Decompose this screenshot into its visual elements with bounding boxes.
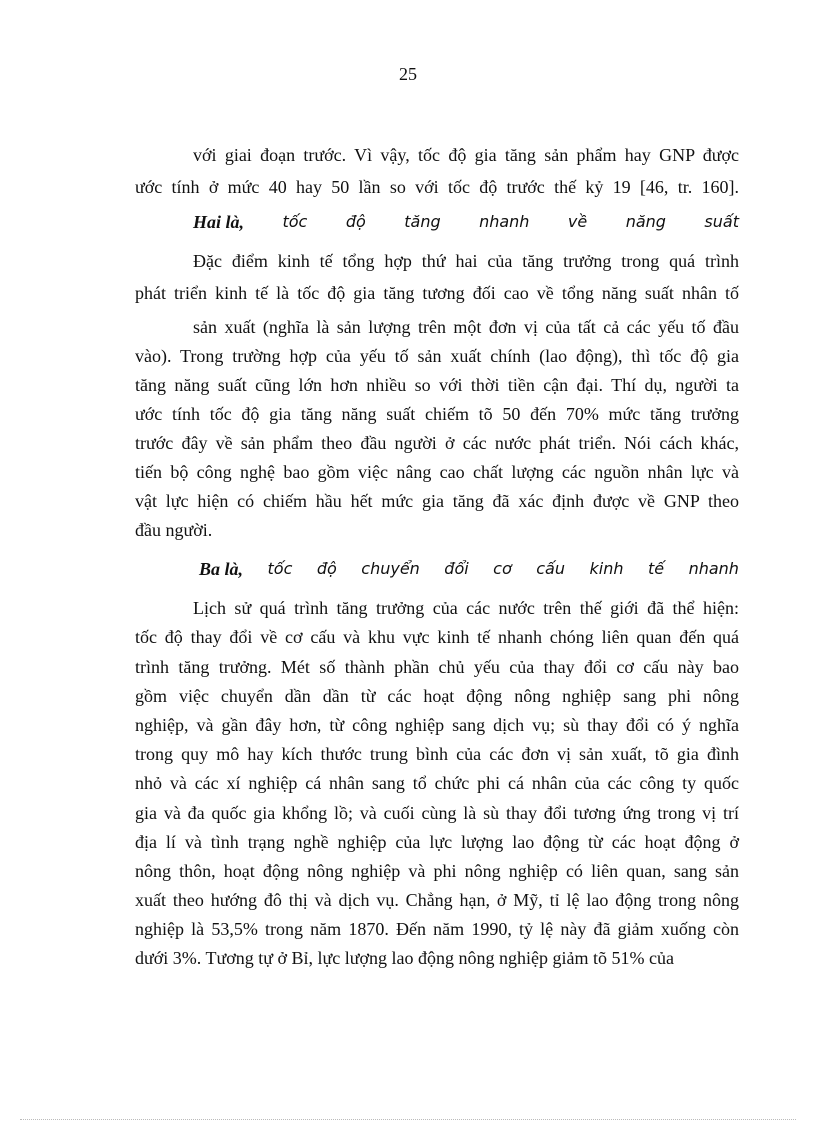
heading-word: nhanh	[688, 559, 739, 578]
heading-word: cơ	[493, 559, 512, 578]
text-line: dưới 3%. Tương tự ở Bỉ, lực lượng lao động nông nghiệp giảm tõ 51% của	[135, 948, 674, 968]
text-line: vật lực hiện có chiếm hầu hết mức gia tăng đã xác định được về GNP theo	[135, 491, 739, 511]
text-line: trong quy mô hay kích thước trung bình của các đơn vị sản xuất, tõ gia đình	[135, 744, 739, 764]
text-line: gồm việc chuyển dần dần từ các hoạt động nông nghiệp sang phi nông	[135, 686, 739, 706]
heading-word: độ	[345, 212, 366, 231]
heading-word: về	[567, 212, 588, 231]
section-heading-2	[193, 211, 739, 233]
text-line: ước tính tốc độ gia tăng năng suất chiếm tõ 50 đến 70% mức tăng trưởng	[135, 404, 739, 424]
text-line: vào). Trong trường hợp của yếu tố sản xuất chính (lao động), thì tốc độ gia	[135, 346, 739, 366]
heading-lead: Ba là,	[199, 559, 244, 579]
text-line: nghiệp, và gần đây hơn, từ công nghiệp sang dịch vụ; sù thay đổi có ý nghĩa	[135, 715, 739, 735]
heading-word: kinh	[589, 559, 624, 578]
text-line: tăng năng suất cũng lớn hơn nhiều so với thời tiền cận đại. Thí dụ, người ta	[135, 375, 739, 395]
text-line: địa lí và tình trạng nghề nghiệp của lực lượng lao động từ các hoạt động ở	[135, 832, 739, 852]
section-heading-3	[199, 558, 739, 580]
text-line: trước đây về sản phẩm theo đầu người ở các nước phát triển. Nói cách khác,	[135, 433, 739, 453]
page-number: 25	[399, 64, 417, 84]
heading-lead: Hai là,	[193, 212, 245, 232]
page-bottom-border	[20, 1119, 796, 1120]
text-line: Lịch sử quá trình tăng trưởng của các nước trên thế giới đã thể hiện:	[193, 598, 739, 618]
heading-word: nhanh	[479, 212, 530, 231]
text-line: với giai đoạn trước. Vì vậy, tốc độ gia tăng sản phẩm hay GNP được	[193, 145, 739, 165]
text-line: tốc độ thay đổi về cơ cấu và khu vực kinh tế nhanh chóng liên quan đến quá	[135, 627, 739, 647]
text-line: gia và đa quốc gia khổng lồ; và cuối cùng là sù thay đổi tương ứng trong vị trí	[135, 803, 739, 823]
heading-word: cấu	[536, 559, 565, 578]
text-line: sản xuất (nghĩa là sản lượng trên một đơn vị của tất cả các yếu tố đầu	[193, 317, 739, 337]
heading-word: chuyển	[361, 559, 420, 578]
heading-word: tế	[647, 559, 665, 578]
text-line: nhỏ và các xí nghiệp cá nhân sang tổ chức phi cá nhân của các công ty quốc	[135, 773, 739, 793]
heading-word: tốc	[282, 212, 308, 231]
text-line: nông thôn, hoạt động nông nghiệp và phi nông nghiệp có liên quan, sang sản	[135, 861, 739, 881]
text-line: Đặc điểm kinh tế tổng hợp thứ hai của tăng trưởng trong quá trình	[193, 251, 739, 271]
text-line: đầu người.	[135, 520, 213, 540]
heading-word: năng	[625, 212, 666, 231]
text-line: ước tính ở mức 40 hay 50 lần so với tốc độ trước thế kỷ 19 [46, tr. 160].	[135, 177, 739, 197]
text-line: nghiệp là 53,5% trong năm 1870. Đến năm 1990, tỷ lệ này đã giảm xuống còn	[135, 919, 739, 939]
heading-word: tăng	[404, 212, 441, 231]
heading-word: độ	[316, 559, 337, 578]
heading-word: đổi	[444, 559, 469, 578]
text-line: tiến bộ công nghệ bao gồm việc nâng cao chất lượng các nguồn nhân lực và	[135, 462, 739, 482]
heading-word: suất	[704, 212, 739, 231]
heading-word: tốc	[267, 559, 293, 578]
text-line: xuất theo hướng đô thị và dịch vụ. Chẳng hạn, ở Mỹ, tỉ lệ lao động trong nông	[135, 890, 739, 910]
text-line: trình tăng trưởng. Mét số thành phần chủ yếu của thay đổi cơ cấu này bao	[135, 657, 739, 677]
text-line: phát triển kinh tế là tốc độ gia tăng tương đối cao về tổng năng suất nhân tố	[135, 283, 739, 303]
